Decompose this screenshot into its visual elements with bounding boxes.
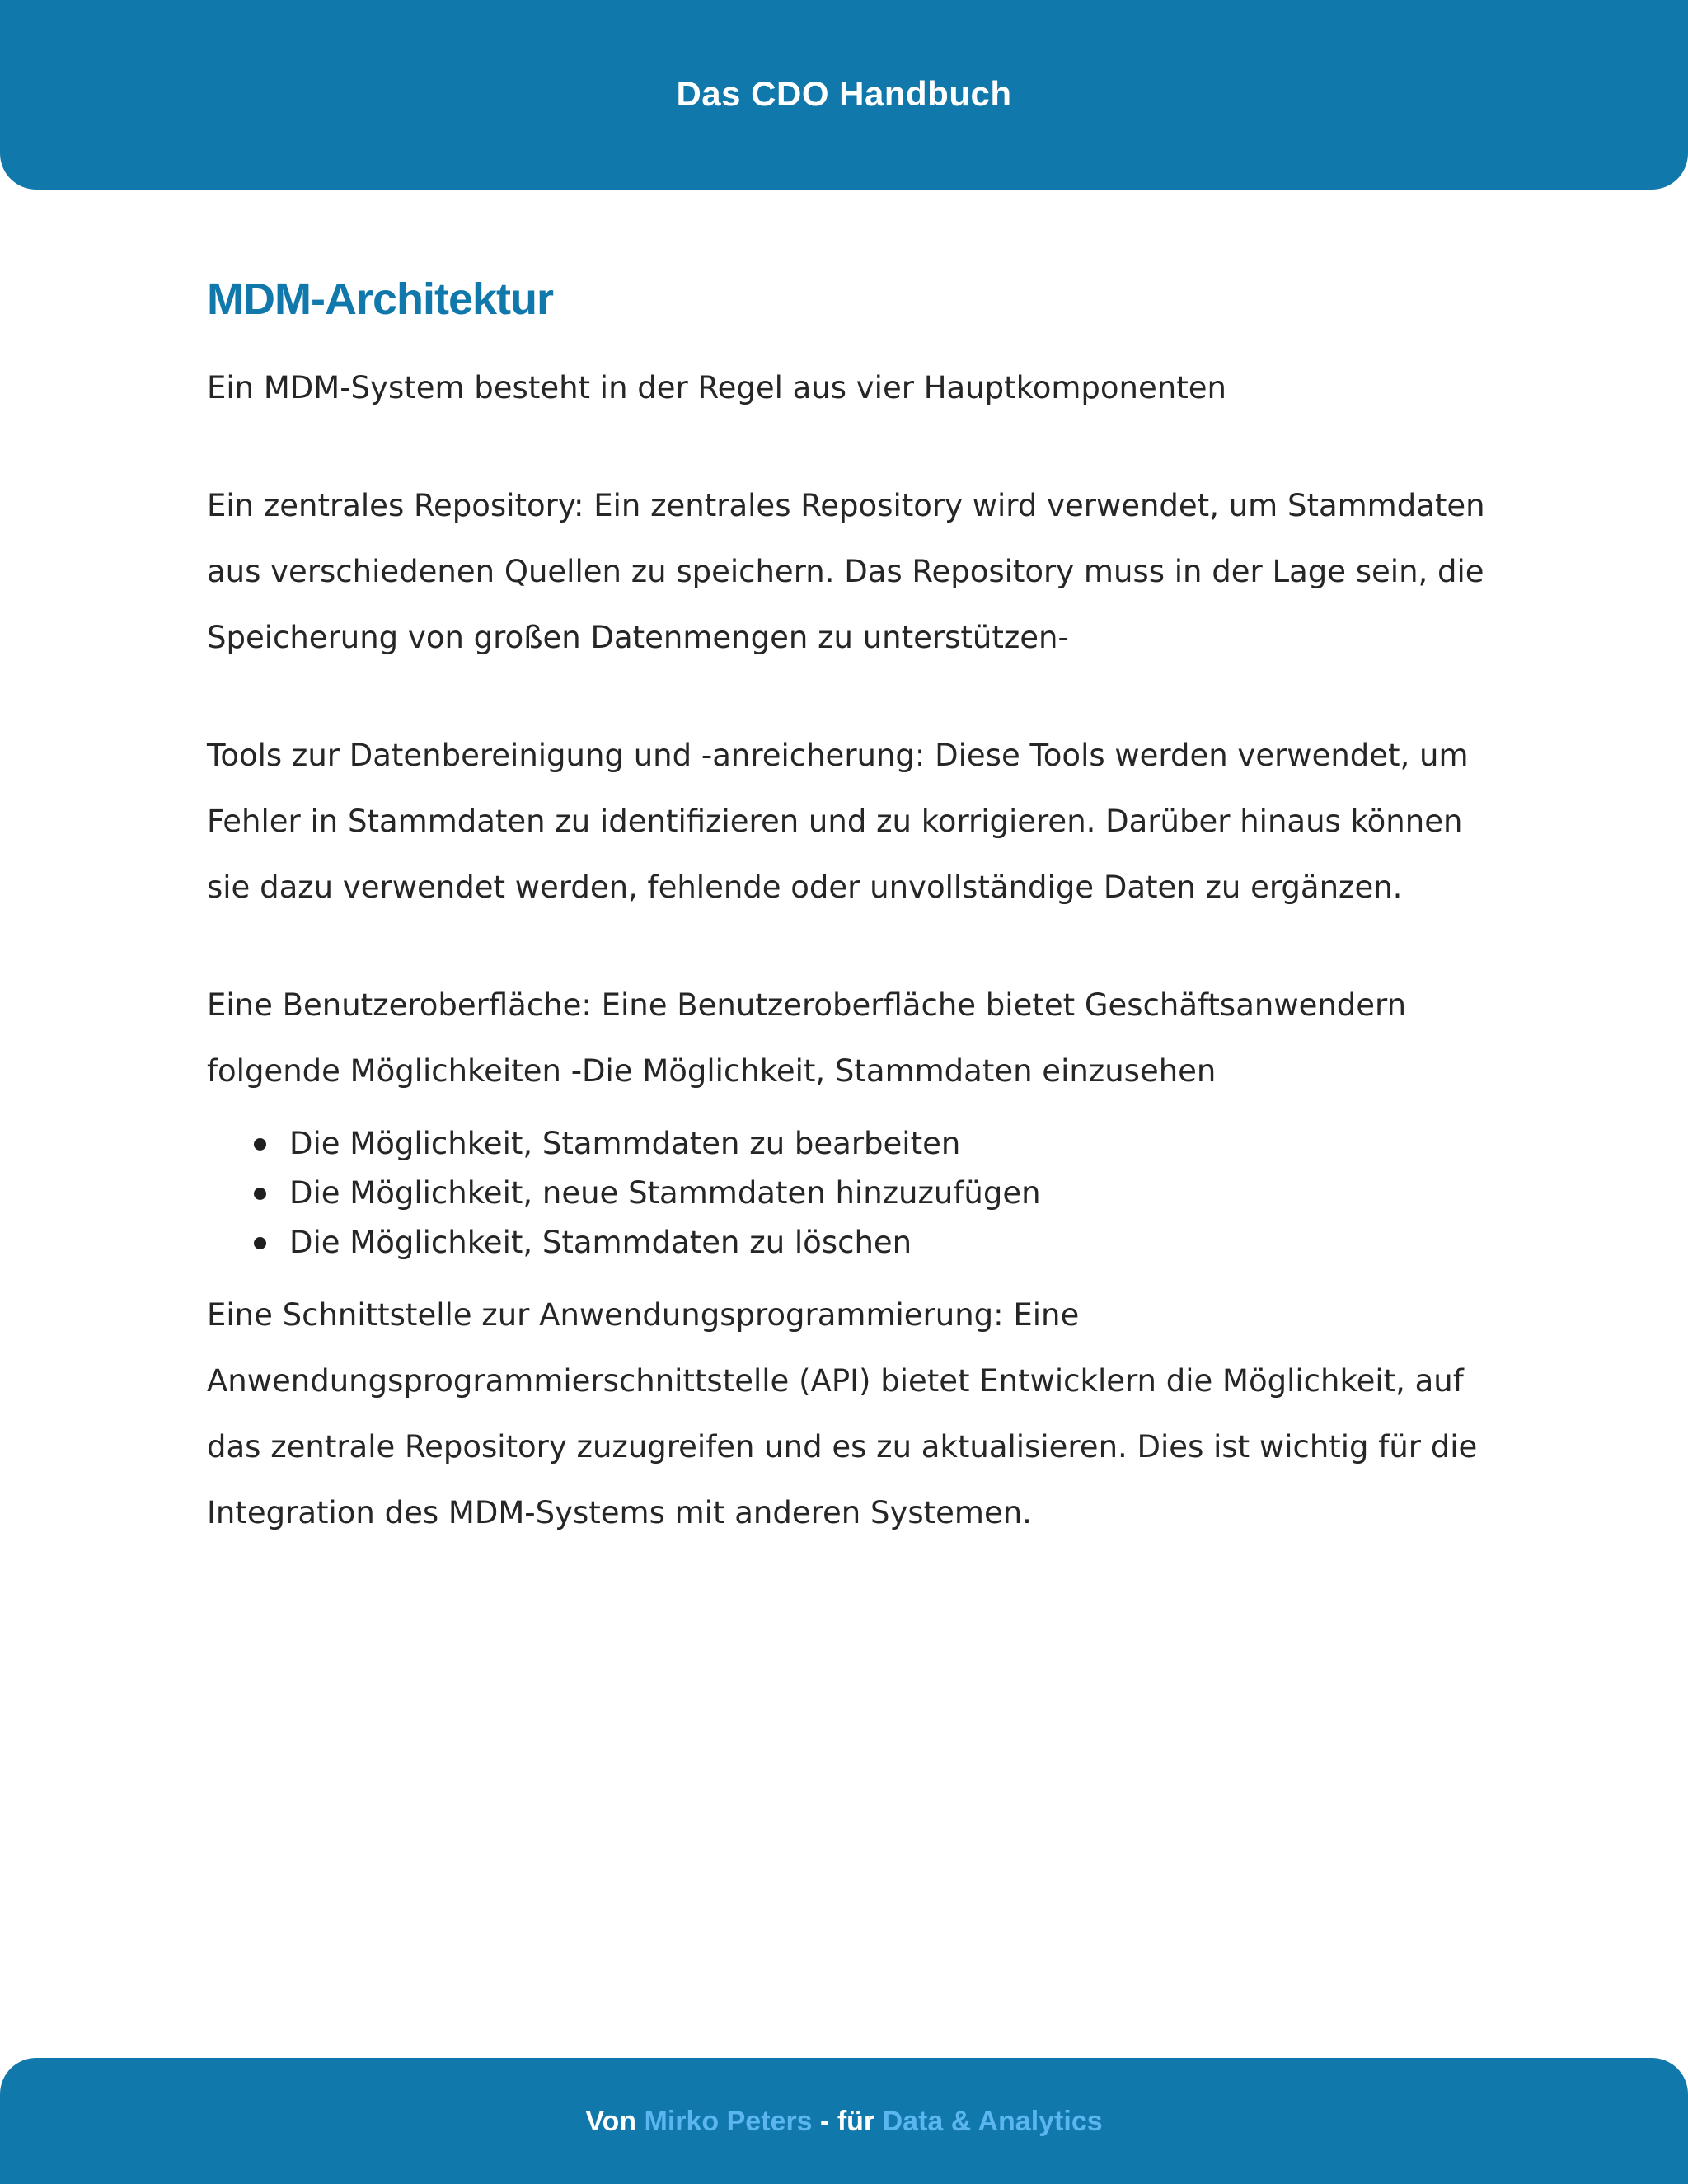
footer-middle: - für	[820, 2106, 875, 2137]
paragraph-user-interface: Eine Benutzeroberfläche: Eine Benutzeroberfläche bietet Geschäftsanwendern folgende Möglichkeiten -Die Möglichkeit, Stammdaten einzusehen	[207, 987, 1407, 1089]
list-item-text: Die Möglichkeit, Stammdaten zu bearbeiten	[289, 1126, 961, 1161]
section-heading: MDM-Architektur	[207, 274, 554, 324]
intro-paragraph: Ein MDM-System besteht in der Regel aus vier Hauptkomponenten	[207, 370, 1226, 405]
page-footer	[0, 2058, 1688, 2184]
capability-list	[207, 1119, 1493, 1268]
list-item	[289, 1218, 1493, 1268]
list-item-text: Die Möglichkeit, Stammdaten zu löschen	[289, 1225, 912, 1260]
footer-topic: Data & Analytics	[882, 2106, 1103, 2137]
footer-author: Mirko Peters	[644, 2106, 813, 2137]
main-content	[207, 268, 1493, 1546]
list-item-text: Die Möglichkeit, neue Stammdaten hinzuzufügen	[289, 1175, 1041, 1211]
footer-prefix: Von	[585, 2106, 637, 2137]
bullet-icon	[254, 1237, 266, 1249]
page-header	[0, 0, 1688, 190]
list-item	[289, 1119, 1493, 1169]
paragraph-api: Eine Schnittstelle zur Anwendungsprogrammierung: Eine Anwendungsprogrammierschnittstelle (API) bietet Entwicklern die Möglichkeit, auf das zentrale Repository zuzugreifen und es zu aktualisieren. Dies ist wichtig für die Integration des MDM-Systems mit anderen Systemen.	[207, 1297, 1478, 1530]
list-item	[289, 1169, 1493, 1218]
bullet-icon	[254, 1188, 266, 1200]
header-title: Das CDO Handbuch	[676, 74, 1012, 113]
footer-credit	[585, 2106, 1102, 2138]
paragraph-tools: Tools zur Datenbereinigung und -anreicherung: Diese Tools werden verwendet, um Fehler in Stammdaten zu identifizieren und zu korrigieren. Darüber hinaus können sie dazu verwendet werden, fehlende oder unvollständige Daten zu ergänzen.	[207, 738, 1469, 905]
paragraph-repository: Ein zentrales Repository: Ein zentrales Repository wird verwendet, um Stammdaten aus verschiedenen Quellen zu speichern. Das Repository muss in der Lage sein, die Speicherung von großen Datenmengen zu unterstützen-	[207, 488, 1485, 655]
bullet-icon	[254, 1138, 266, 1151]
